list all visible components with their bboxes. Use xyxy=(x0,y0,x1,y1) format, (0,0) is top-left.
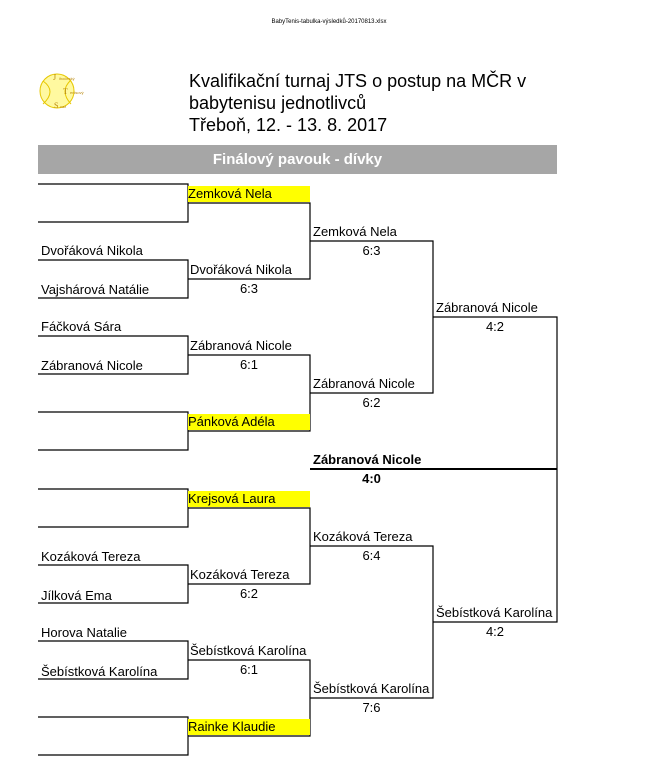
qf-score: 7:6 xyxy=(362,700,381,715)
final-winner: Zábranová Nicole xyxy=(313,452,422,467)
qf-player: Zemková Nela xyxy=(313,224,397,239)
qf-score: 6:2 xyxy=(362,395,381,410)
r2-player-seeded: Rainke Klaudie xyxy=(188,719,310,735)
sf-player: Zábranová Nicole xyxy=(436,300,538,315)
title-line-1: Kvalifikační turnaj JTS o postup na MČR v xyxy=(189,71,527,91)
r1-player: Zábranová Nicole xyxy=(41,358,143,373)
r2-player-seeded: Pánková Adéla xyxy=(188,414,310,430)
r2-score: 6:3 xyxy=(239,281,259,296)
r1-player: Fáčková Sára xyxy=(41,319,122,334)
final-score: 4:0 xyxy=(362,471,381,486)
r1-player: Šebístková Karolína xyxy=(41,664,158,679)
file-name: BabyTenis-tabulka-výsledků-20170813.xlsx xyxy=(271,19,387,25)
r1-player: Jílková Ema xyxy=(41,588,112,603)
r1-player: Horova Natalie xyxy=(41,625,127,640)
qf-player: Kozáková Tereza xyxy=(313,529,413,544)
sf-score: 4:2 xyxy=(485,319,505,334)
sf-player: Šebístková Karolína xyxy=(436,605,553,620)
r2-score: 6:1 xyxy=(239,357,259,372)
r2-player: Zábranová Nicole xyxy=(190,338,292,353)
title-line-2: babytenisu jednotlivců xyxy=(189,93,367,113)
r2-player: Kozáková Tereza xyxy=(190,567,290,582)
r2-score: 6:1 xyxy=(239,662,259,677)
qf-score: 6:4 xyxy=(362,548,381,563)
r1-player: Vajshárová Natálie xyxy=(41,282,150,297)
r1-player: Dvořáková Nikola xyxy=(41,243,143,258)
bracket-banner: Finálový pavouk - dívky xyxy=(38,145,557,174)
logo-word-2: enisový xyxy=(70,90,84,95)
r2-player-seeded: Krejsová Laura xyxy=(188,491,310,507)
qf-score: 6:3 xyxy=(362,243,381,258)
sf-score: 4:2 xyxy=(485,624,505,639)
r1-player: Kozáková Tereza xyxy=(41,549,141,564)
logo-letter-t: T xyxy=(63,87,68,96)
logo-word-1: ihočeský xyxy=(59,76,75,81)
logo-letter-s: S xyxy=(54,101,59,110)
r2-player: Šebístková Karolína xyxy=(190,643,307,658)
r2-score: 6:2 xyxy=(239,586,259,601)
logo-letter-j: J xyxy=(53,73,57,82)
title-line-3: Třeboň, 12. - 13. 8. 2017 xyxy=(189,115,388,135)
qf-player: Zábranová Nicole xyxy=(313,376,415,391)
qf-player: Šebístková Karolína xyxy=(313,681,430,696)
r2-player-seeded: Zemková Nela xyxy=(188,186,310,202)
logo-word-3: vaz xyxy=(60,104,67,109)
r2-player: Dvořáková Nikola xyxy=(190,262,292,277)
